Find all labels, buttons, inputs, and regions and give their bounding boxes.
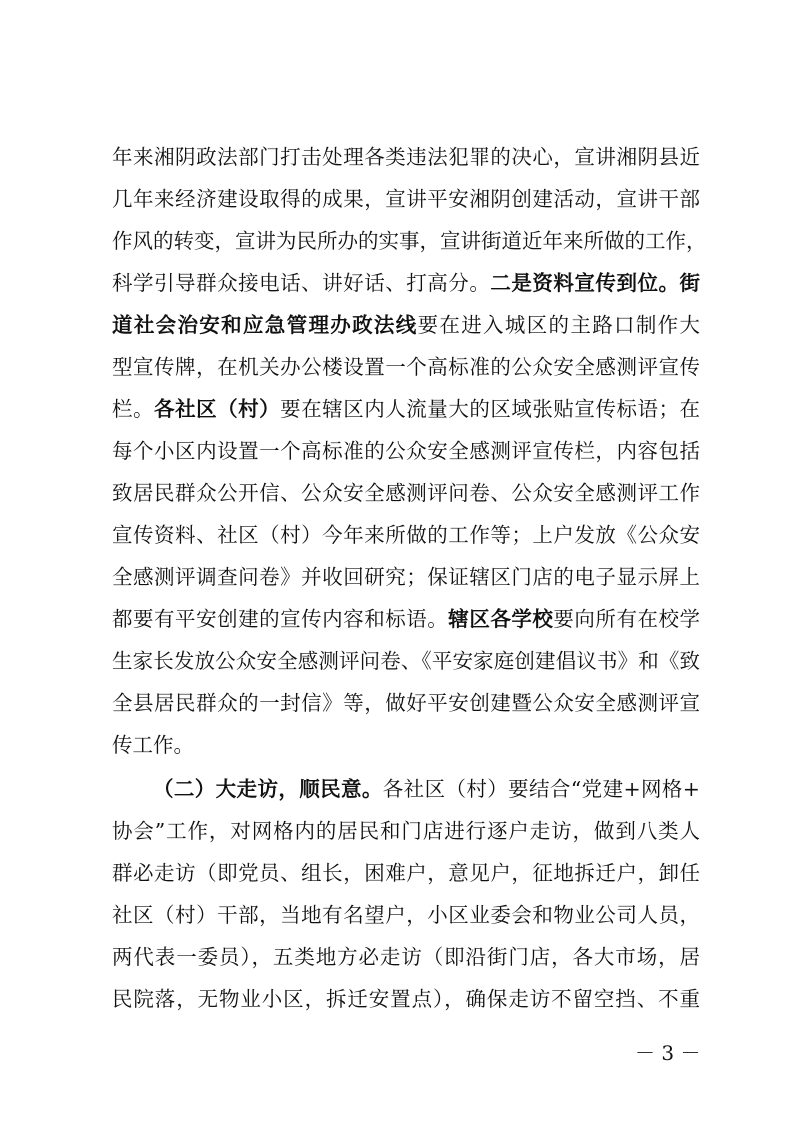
text-line: [112, 180, 700, 218]
text-line: [112, 474, 700, 512]
text-line: [112, 558, 700, 596]
bold-heading-run: 道社会治安和应急管理办政法线: [112, 313, 418, 337]
text-run: 协会”工作，对网格内的居民和门店进行逐户走访，做到八类人: [112, 819, 700, 843]
text-line: [112, 896, 700, 934]
text-run: 每个小区内设置一个高标准的公众安全感测评宣传栏，内容包括: [112, 439, 700, 463]
text-line: [112, 432, 700, 470]
text-line: [112, 938, 700, 976]
text-run: 全感测评调查问卷》并收回研究；保证辖区门店的电子显示屏上: [112, 565, 700, 589]
text-line: [112, 812, 700, 850]
text-line: [112, 770, 700, 808]
page-number: － 3 －: [635, 1041, 701, 1065]
text-line: [112, 726, 700, 764]
text-run: 几年来经济建设取得的成果，宣讲平安湘阴创建活动，宣讲干部: [112, 187, 700, 211]
text-run: 要在辖区内人流量大的区域张贴宣传标语；在: [280, 397, 701, 421]
text-run: 群必走访（即党员、组长，困难户，意见户，征地拆迁户，卸任: [112, 861, 700, 885]
text-run: 要在进入城区的主路口制作大: [417, 313, 701, 337]
bold-heading-run: 二是资料宣传到位。街: [490, 271, 701, 295]
text-run: 社区（村）干部，当地有名望户，小区业委会和物业公司人员，: [112, 903, 700, 927]
text-run: 宣传资料、社区（村）今年来所做的工作等；上户发放《公众安: [112, 523, 700, 547]
text-run: 各社区（村）要结合“党建+网格+: [382, 777, 700, 801]
text-line: [112, 390, 700, 428]
text-run: 要向所有在校学: [553, 607, 701, 631]
text-line: [112, 264, 700, 302]
text-line: [112, 854, 700, 892]
text-line: [112, 684, 700, 722]
text-run: 传工作。: [112, 733, 194, 757]
text-run: 年来湘阴政法部门打击处理各类违法犯罪的决心，宣讲湘阴县近: [112, 145, 700, 169]
text-run: 生家长发放公众安全感测评问卷、《平安家庭创建倡议书》和《致: [112, 649, 700, 673]
text-run: 作风的转变，宣讲为民所办的实事，宣讲街道近年来所做的工作，: [112, 229, 707, 253]
bold-heading-run: 各社区（村）: [154, 397, 281, 421]
text-run: 两代表一委员），五类地方必走访（即沿街门店，各大市场，居: [112, 945, 700, 969]
text-line: [112, 138, 700, 176]
text-line: [112, 348, 700, 386]
text-run: 都要有平安创建的宣传内容和标语。: [112, 607, 449, 631]
text-line: [112, 516, 700, 554]
text-run: 型宣传牌，在机关办公楼设置一个高标准的公众安全感测评宣传: [112, 355, 700, 379]
section-heading: （二）大走访，顺民意。: [153, 777, 383, 801]
text-run: 栏。: [112, 397, 155, 421]
text-line: [112, 980, 700, 1018]
text-line: [112, 222, 707, 260]
text-line: [112, 642, 700, 680]
text-run: 民院落，无物业小区，拆迁安置点），确保走访不留空挡、不重: [112, 987, 700, 1011]
text-run: 全县居民群众的一封信》等，做好平安创建暨公众安全感测评宣: [112, 691, 700, 715]
text-run: 科学引导群众接电话、讲好话、打高分。: [112, 271, 491, 295]
text-line: [112, 600, 700, 638]
text-line: [112, 306, 700, 344]
bold-heading-run: 辖区各学校: [448, 607, 554, 631]
text-run: 致居民群众公开信、公众安全感测评问卷、公众安全感测评工作: [112, 481, 700, 505]
